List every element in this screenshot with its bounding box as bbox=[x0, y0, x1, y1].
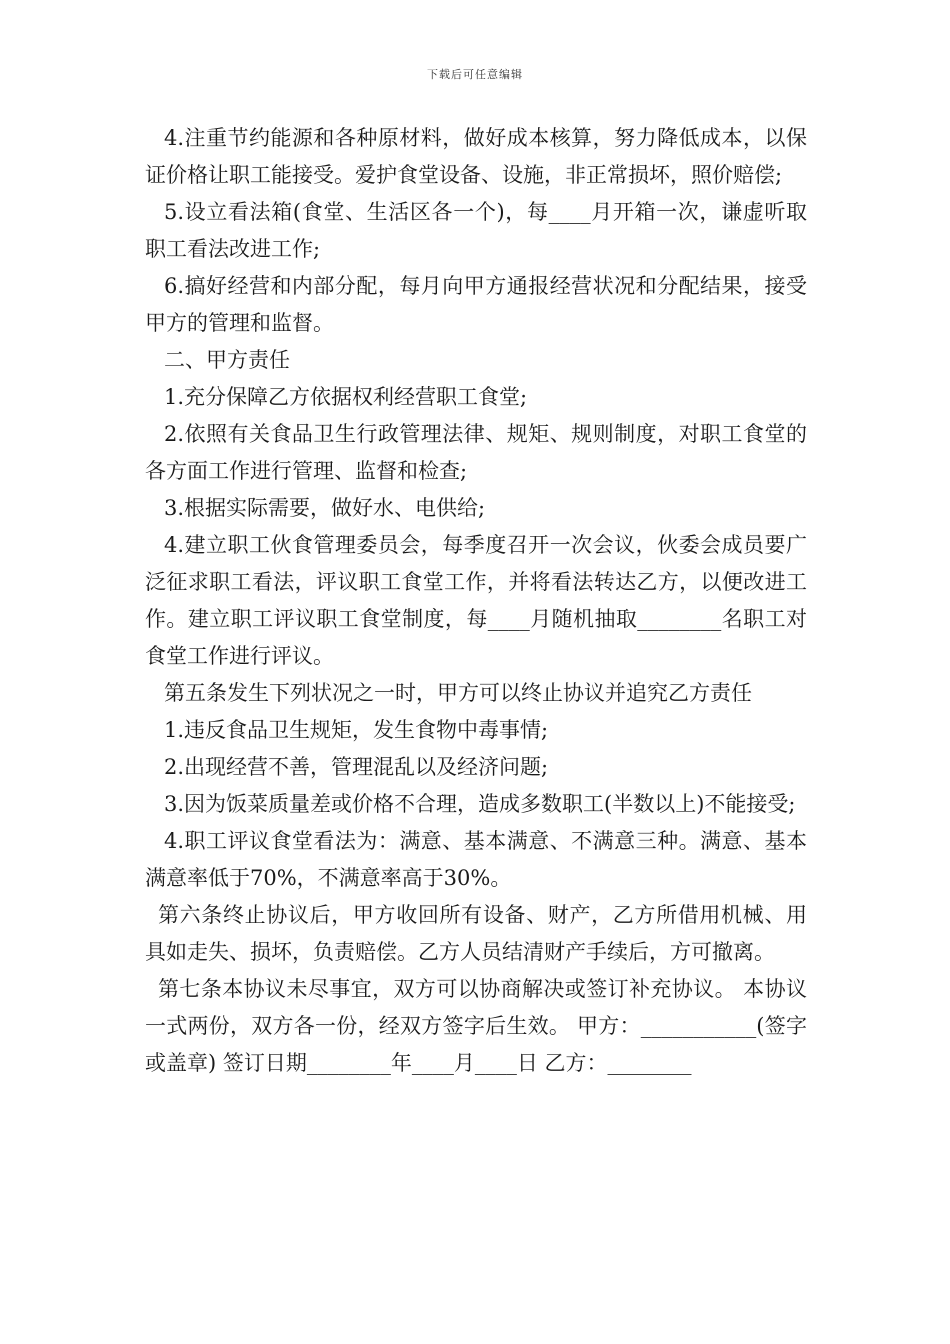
article-five-item-3: 3.因为饭菜质量差或价格不合理，造成多数职工(半数以上)不能接受; bbox=[164, 792, 796, 816]
article-seven-signatures: 第七条本协议未尽事宜，双方可以协商解决或签订补充协议。 本协议一式两份，双方各一份，经双方签字后生效。 甲方：___________(签字或盖章) 签订日期________年____月____日 乙方：________ bbox=[145, 977, 807, 1075]
paragraph-item-4-cost: 4.注重节约能源和各种原材料，做好成本核算，努力降低成本，以保证价格让职工能接受。爱护食堂设备、设施，非正常损坏，照价赔偿; bbox=[145, 126, 807, 187]
article-six: 第六条终止协议后，甲方收回所有设备、财产，乙方所借用机械、用具如走失、损坏，负责赔偿。乙方人员结清财产手续后，方可撤离。 bbox=[145, 903, 807, 964]
paragraph-a-item-4: 4.建立职工伙食管理委员会，每季度召开一次会议，伙委会成员要广泛征求职工看法，评议职工食堂工作，并将看法转达乙方，以便改进工作。建立职工评议职工食堂制度，每____月随机抽取________名职工对食堂工作进行评议。 bbox=[145, 533, 807, 668]
paragraph-item-5-suggestion-box: 5.设立看法箱(食堂、生活区各一个)，每____月开箱一次，谦虚听取职工看法改进工作; bbox=[145, 200, 807, 261]
page-header: 下载后可任意编辑 bbox=[427, 68, 523, 81]
paragraph-a-item-3: 3.根据实际需要，做好水、电供给; bbox=[164, 496, 486, 520]
article-five-heading: 第五条发生下列状况之一时，甲方可以终止协议并追究乙方责任 bbox=[164, 681, 752, 705]
paragraph-item-6-management: 6.搞好经营和内部分配，每月向甲方通报经营状况和分配结果，接受甲方的管理和监督。 bbox=[145, 274, 807, 335]
article-five-item-1: 1.违反食品卫生规矩，发生食物中毒事情; bbox=[164, 718, 549, 742]
article-five-item-2: 2.出现经营不善，管理混乱以及经济问题; bbox=[164, 755, 549, 779]
article-five-item-4: 4.职工评议食堂看法为：满意、基本满意、不满意三种。满意、基本满意率低于70%，不满意率高于30%。 bbox=[145, 829, 807, 890]
paragraph-a-item-1: 1.充分保障乙方依据权利经营职工食堂; bbox=[164, 385, 528, 409]
document-body bbox=[145, 120, 807, 1082]
section-heading-party-a: 二、甲方责任 bbox=[164, 348, 290, 372]
paragraph-a-item-2: 2.依照有关食品卫生行政管理法律、规矩、规则制度，对职工食堂的各方面工作进行管理、监督和检查; bbox=[145, 422, 807, 483]
